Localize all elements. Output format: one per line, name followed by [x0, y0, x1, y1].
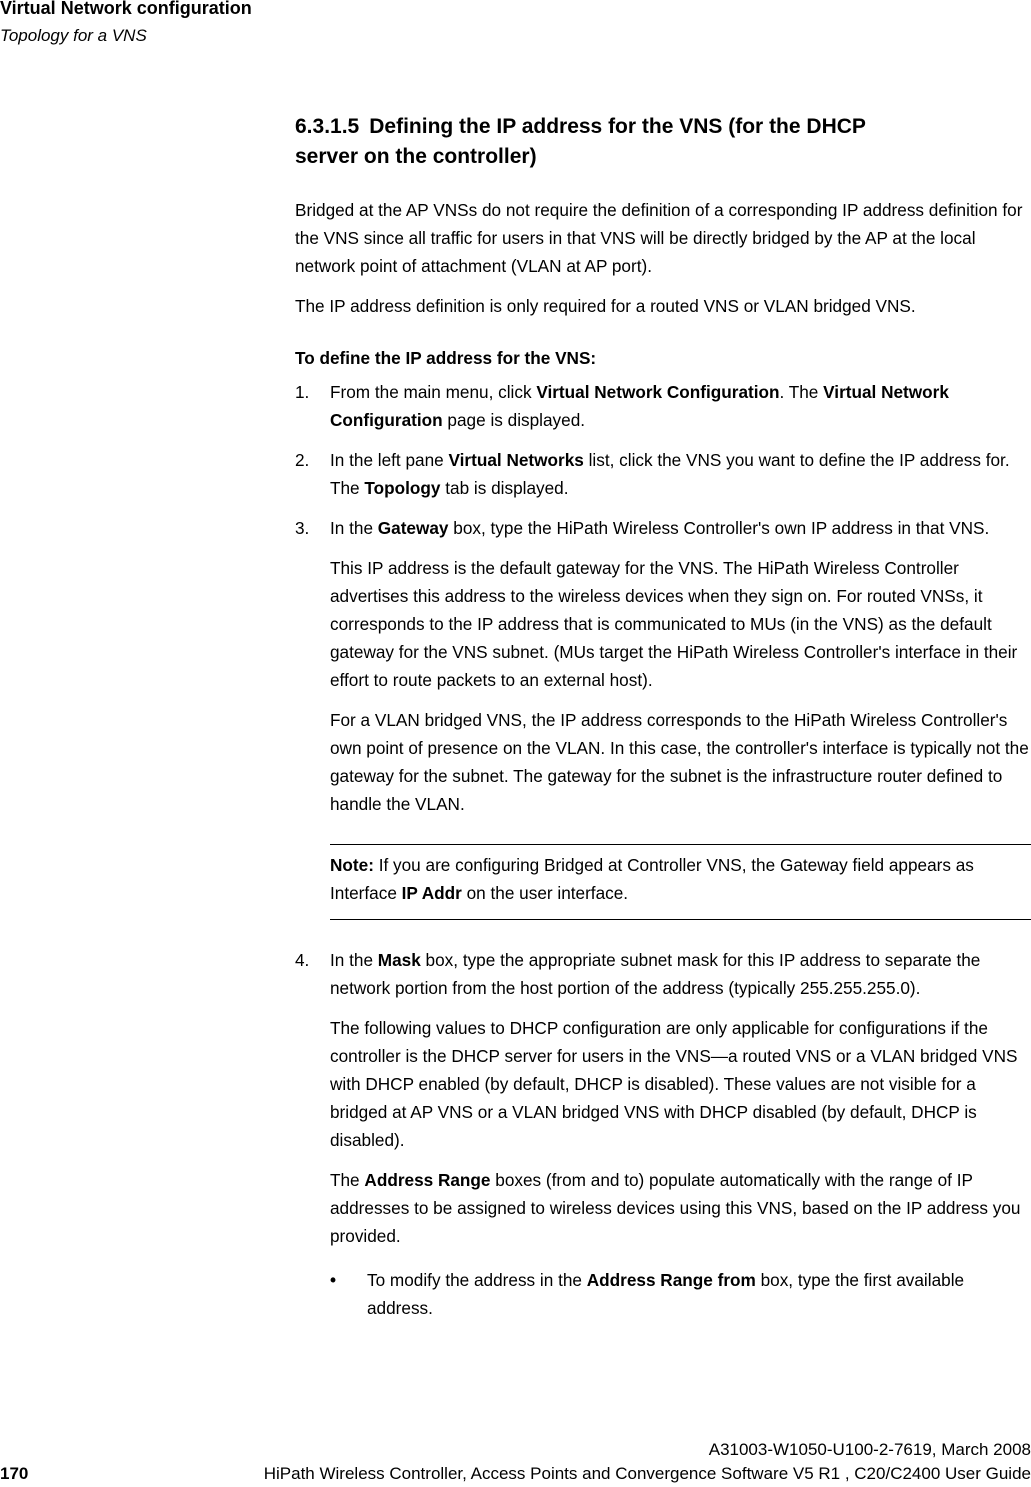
step-text: list, click the VNS you want to define the IP address for. The	[330, 450, 1010, 498]
step-text: tab is displayed.	[440, 478, 569, 498]
step-text: boxes (from and to) populate automatically with the range of IP addresses to be assigned to wireless devices using this VNS, based on the IP address you provided.	[330, 1170, 1021, 1246]
section-title	[295, 112, 1031, 172]
note-box	[330, 844, 1031, 920]
footer-document-id: A31003-W1050-U100-2-7619, March 2008	[708, 1440, 1031, 1459]
ui-label: Address Range from	[586, 1270, 756, 1290]
bullet-text: box, type the first available address.	[367, 1270, 965, 1318]
step-number: 1.	[295, 382, 310, 402]
step-text: From the main menu, click	[330, 382, 537, 402]
bullet-text: To modify the address in the	[367, 1270, 587, 1290]
step-number: 4.	[295, 950, 310, 970]
ui-label: IP Addr	[401, 883, 462, 903]
section-title-line1: Defining the IP address for the VNS (for the DHCP	[369, 115, 866, 138]
step-3-detail-1: This IP address is the default gateway for the VNS. The HiPath Wireless Controller advertises this address to the wireless devices when they sign on. For routed VNSs, it corresponds to the IP address that is communicated to MUs (in the VNS) as the default gateway for the VNS subnet. (MUs target the HiPath Wireless Controller's interface in their effort to route packets to an external host).	[330, 558, 1018, 690]
note-text: If you are configuring Bridged at Controller VNS, the Gateway field appears as Interface	[330, 855, 974, 903]
intro-paragraph-1: Bridged at the AP VNSs do not require the definition of a corresponding IP address definition for the VNS since all traffic for users in that VNS will be directly bridged by the AP at the local network point of attachment (VLAN at AP port).	[295, 200, 1023, 276]
note-text: on the user interface.	[461, 883, 629, 903]
step-3	[295, 514, 1031, 542]
step-text: In the	[330, 518, 378, 538]
ui-label: Gateway	[377, 518, 449, 538]
ui-label: Topology	[364, 478, 441, 498]
step-4-detail-2	[295, 1166, 1031, 1250]
step-3-detail-2: For a VLAN bridged VNS, the IP address corresponds to the HiPath Wireless Controller's own point of presence on the VLAN. In this case, the controller's interface is typically not the gateway for the subnet. The gateway for the subnet is the infrastructure router defined to handle the VLAN.	[330, 710, 1029, 814]
step-text: box, type the HiPath Wireless Controller's own IP address in that VNS.	[448, 518, 990, 538]
bullet-item	[295, 1266, 1031, 1322]
page-number: 170	[0, 1464, 29, 1483]
running-header-subtitle: Topology for a VNS	[0, 26, 147, 45]
step-number: 3.	[295, 518, 310, 538]
note-label: Note:	[330, 855, 374, 875]
section-title-line2: server on the controller)	[295, 145, 537, 168]
step-text: . The	[779, 382, 824, 402]
step-4	[295, 946, 1031, 1002]
ui-label: Virtual Network Configuration	[536, 382, 780, 402]
page-content	[295, 112, 1031, 1322]
footer-guide-title: HiPath Wireless Controller, Access Points and Convergence Software V5 R1 , C20/C2400 User Guide	[263, 1464, 1031, 1483]
step-text: In the	[330, 950, 378, 970]
bullet-symbol: •	[330, 1270, 337, 1290]
step-text: The	[330, 1170, 365, 1190]
ui-label: Virtual Networks	[448, 450, 584, 470]
ui-label: Address Range	[364, 1170, 491, 1190]
step-2	[295, 446, 1031, 502]
step-text: box, type the appropriate subnet mask for this IP address to separate the network portion from the host portion of the address (typically 255.255.255.0).	[330, 950, 981, 998]
intro-paragraph-2: The IP address definition is only required for a routed VNS or VLAN bridged VNS.	[295, 296, 916, 316]
step-1	[295, 378, 1031, 434]
procedure-heading: To define the IP address for the VNS:	[295, 348, 597, 368]
running-header-title: Virtual Network configuration	[0, 0, 252, 18]
ui-label: Virtual Network Configuration	[330, 382, 949, 430]
step-number: 2.	[295, 450, 310, 470]
ui-label: Mask	[377, 950, 421, 970]
step-4-detail-1: The following values to DHCP configuration are only applicable for configurations if the controller is the DHCP server for users in the VNS—a routed VNS or a VLAN bridged VNS with DHCP enabled (by default, DHCP is disabled). These values are not visible for a bridged at AP VNS or a VLAN bridged VNS with DHCP disabled (by default, DHCP is disabled).	[330, 1018, 1018, 1150]
section-number: 6.3.1.5	[295, 115, 360, 138]
step-text: In the left pane	[330, 450, 449, 470]
step-text: page is displayed.	[442, 410, 586, 430]
